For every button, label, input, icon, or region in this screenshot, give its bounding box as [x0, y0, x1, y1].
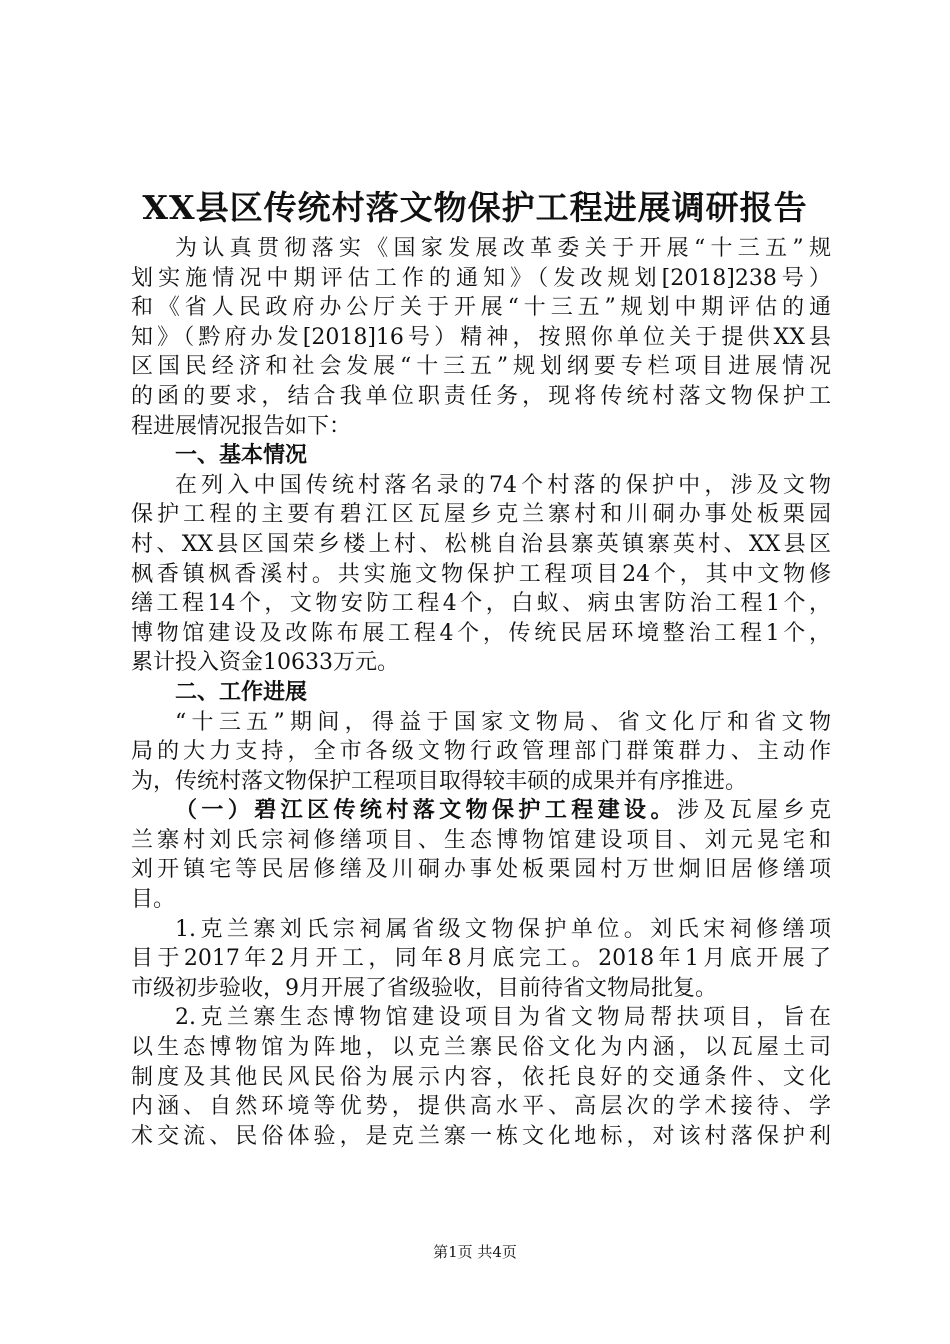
text-line: 缮工程14个，文物安防工程4个，白蚁、病虫害防治工程1个，	[131, 591, 831, 617]
text-line: 划实施情况中期评估工作的通知》（发改规划[2018]238号）	[131, 265, 831, 291]
text-line: 为，传统村落文物保护工程项目取得较丰硕的成果并有序推进。	[131, 768, 748, 794]
text-line: 市级初步验收，9月开展了省级验收，目前待省文物局批复。	[131, 975, 717, 1001]
text-line: 制度及其他民风民俗为展示内容，依托良好的交通条件、文化	[131, 1064, 831, 1090]
text-line: 程进展情况报告如下：	[131, 413, 352, 439]
section-heading-basic: 一、基本情况	[175, 443, 308, 469]
text-line: 1.克兰寨刘氏宗祠属省级文物保护单位。刘氏宋祠修缮项	[175, 916, 831, 942]
subsection-heading-bijiang: （一）碧江区传统村落文物保护工程建设。	[175, 798, 677, 824]
text-line: 刘开镇宅等民居修缮及川硐办事处板栗园村万世炯旧居修缮项	[131, 857, 831, 883]
text-line: 目。	[131, 887, 176, 913]
intro-paragraph	[131, 234, 831, 441]
text-line: 在列入中国传统村落名录的74个村落的保护中，涉及文物	[175, 472, 831, 498]
progress-paragraph	[131, 708, 831, 797]
text-line: 为认真贯彻落实《国家发展改革委关于开展“十三五”规	[175, 236, 831, 261]
text-line: 2.克兰寨生态博物馆建设项目为省文物局帮扶项目，旨在	[175, 1005, 831, 1031]
text-line: 累计投入资金10633万元。	[131, 650, 399, 676]
document-body	[131, 234, 831, 1151]
item-2-paragraph	[131, 1003, 831, 1151]
section-heading-progress: 二、工作进展	[175, 679, 308, 705]
text-line: “十三五”期间，得益于国家文物局、省文化厅和省文物	[175, 709, 831, 735]
text-line: 术交流、民俗体验，是克兰寨一栋文化地标，对该村落保护利	[131, 1123, 831, 1149]
text-line: 和《省人民政府办公厅关于开展“十三五”规划中期评估的通	[131, 295, 831, 321]
page-number-footer: 第1页 共4页	[433, 1243, 517, 1261]
text-line: 以生态博物馆为阵地，以克兰寨民俗文化为内涵，以瓦屋土司	[131, 1035, 831, 1061]
text-line: 兰寨村刘氏宗祠修缮项目、生态博物馆建设项目、刘元晃宅和	[131, 827, 831, 853]
basic-situation-paragraph	[131, 471, 831, 678]
text-line: 保护工程的主要有碧江区瓦屋乡克兰寨村和川硐办事处板栗园	[131, 502, 831, 528]
item-1-paragraph	[131, 915, 831, 1004]
bijiang-subsection-paragraph	[131, 796, 831, 914]
text-line: 目于2017年2月开工，同年8月底完工。2018年1月底开展了	[131, 946, 831, 972]
text-line	[131, 796, 831, 826]
text-line: 内涵、自然环境等优势，提供高水平、高层次的学术接待、学	[131, 1094, 831, 1120]
text-run: 涉及瓦屋乡克	[676, 798, 831, 824]
text-line: 知》（黔府办发[2018]16号）精神，按照你单位关于提供XX县	[131, 324, 831, 350]
text-line: 村、XX县区国荣乡楼上村、松桃自治县寨英镇寨英村、XX县区	[131, 531, 831, 557]
text-line: 局的大力支持，全市各级文物行政管理部门群策群力、主动作	[131, 739, 831, 765]
text-line: 枫香镇枫香溪村。共实施文物保护工程项目24个，其中文物修	[131, 561, 831, 587]
text-line: 博物馆建设及改陈布展工程4个，传统民居环境整治工程1个，	[131, 620, 831, 646]
text-line: 的函的要求，结合我单位职责任务，现将传统村落文物保护工	[131, 383, 831, 409]
document-title: XX县区传统村落文物保护工程进展调研报告	[142, 188, 808, 227]
text-line: 区国民经济和社会发展“十三五”规划纲要专栏项目进展情况	[131, 354, 831, 380]
